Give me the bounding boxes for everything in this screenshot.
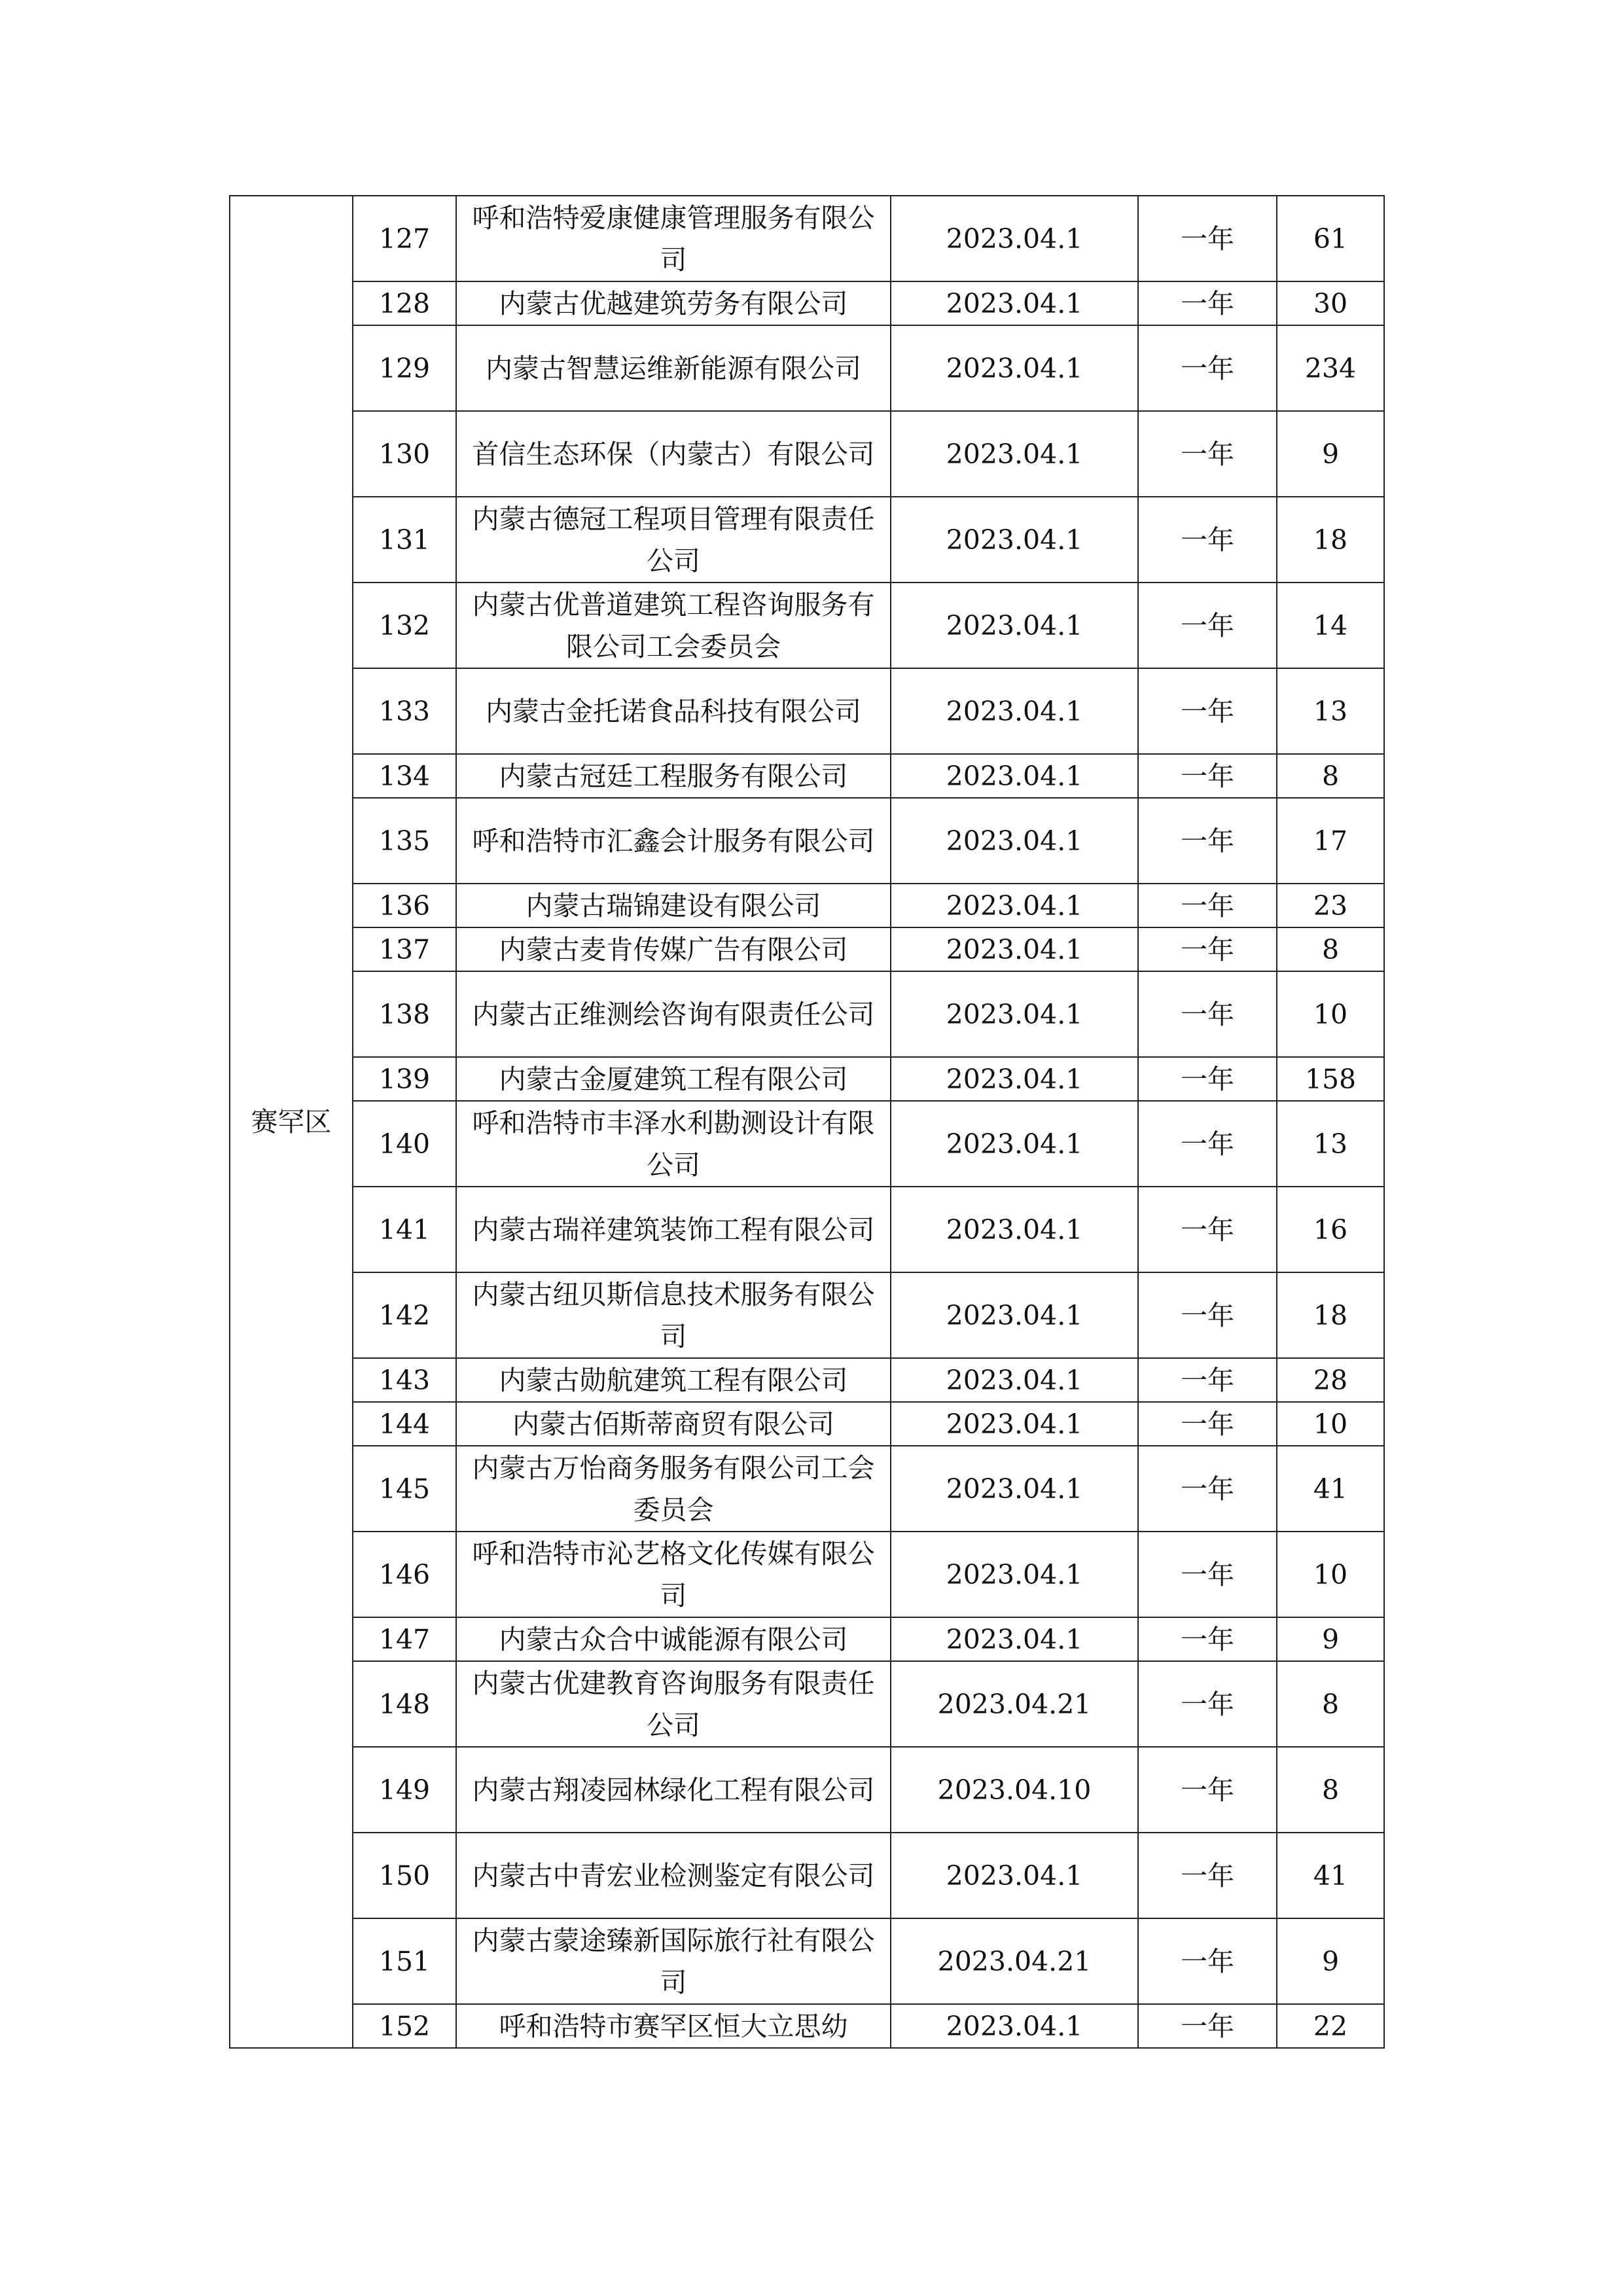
date-cell: 2023.04.1 [891,497,1138,583]
count-cell: 10 [1277,1402,1384,1446]
company-name-cell: 首信生态环保（内蒙古）有限公司 [456,411,891,497]
company-name-cell: 内蒙古麦肯传媒广告有限公司 [456,927,891,971]
count-cell: 28 [1277,1358,1384,1402]
table-row [230,927,1384,971]
row-number-cell: 140 [353,1101,456,1187]
date-cell: 2023.04.1 [891,2004,1138,2048]
count-cell: 8 [1277,1661,1384,1747]
table-row [230,583,1384,668]
count-cell: 18 [1277,1272,1384,1358]
table-row [230,884,1384,927]
table-row [230,1918,1384,2004]
date-cell: 2023.04.1 [891,1617,1138,1661]
row-number-cell: 129 [353,325,456,411]
term-cell: 一年 [1138,1057,1277,1101]
term-cell: 一年 [1138,798,1277,884]
count-cell: 41 [1277,1833,1384,1918]
count-cell: 61 [1277,196,1384,281]
date-cell: 2023.04.1 [891,971,1138,1057]
term-cell: 一年 [1138,1532,1277,1617]
date-cell: 2023.04.21 [891,1918,1138,2004]
company-name-cell: 内蒙古优建教育咨询服务有限责任公司 [456,1661,891,1747]
term-cell: 一年 [1138,583,1277,668]
date-cell: 2023.04.1 [891,754,1138,798]
table-row [230,754,1384,798]
term-cell: 一年 [1138,927,1277,971]
date-cell: 2023.04.1 [891,798,1138,884]
term-cell: 一年 [1138,1101,1277,1187]
table-row [230,1661,1384,1747]
row-number-cell: 148 [353,1661,456,1747]
row-number-cell: 130 [353,411,456,497]
table-row [230,281,1384,325]
date-cell: 2023.04.1 [891,1358,1138,1402]
company-name-cell: 内蒙古勋航建筑工程有限公司 [456,1358,891,1402]
company-name-cell: 内蒙古万怡商务服务有限公司工会委员会 [456,1446,891,1532]
count-cell: 9 [1277,1918,1384,2004]
count-cell: 22 [1277,2004,1384,2048]
company-name-cell: 内蒙古正维测绘咨询有限责任公司 [456,971,891,1057]
table-row [230,1617,1384,1661]
row-number-cell: 152 [353,2004,456,2048]
company-name-cell: 内蒙古翔凌园林绿化工程有限公司 [456,1747,891,1833]
date-cell: 2023.04.1 [891,1833,1138,1918]
row-number-cell: 144 [353,1402,456,1446]
count-cell: 8 [1277,927,1384,971]
company-name-cell: 呼和浩特市丰泽水利勘测设计有限公司 [456,1101,891,1187]
table-row [230,1446,1384,1532]
row-number-cell: 139 [353,1057,456,1101]
term-cell: 一年 [1138,196,1277,281]
term-cell: 一年 [1138,1446,1277,1532]
table-row [230,971,1384,1057]
table-row [230,668,1384,754]
term-cell: 一年 [1138,884,1277,927]
company-name-cell: 内蒙古智慧运维新能源有限公司 [456,325,891,411]
date-cell: 2023.04.1 [891,583,1138,668]
company-name-cell: 内蒙古纽贝斯信息技术服务有限公司 [456,1272,891,1358]
count-cell: 13 [1277,1101,1384,1187]
date-cell: 2023.04.1 [891,1057,1138,1101]
company-name-cell: 呼和浩特市赛罕区恒大立思幼 [456,2004,891,2048]
date-cell: 2023.04.1 [891,281,1138,325]
row-number-cell: 127 [353,196,456,281]
table-row [230,1833,1384,1918]
company-name-cell: 内蒙古佰斯蒂商贸有限公司 [456,1402,891,1446]
table-row [230,2004,1384,2048]
row-number-cell: 138 [353,971,456,1057]
company-name-cell: 内蒙古瑞锦建设有限公司 [456,884,891,927]
date-cell: 2023.04.10 [891,1747,1138,1833]
count-cell: 9 [1277,411,1384,497]
date-cell: 2023.04.1 [891,927,1138,971]
count-cell: 41 [1277,1446,1384,1532]
date-cell: 2023.04.1 [891,1187,1138,1272]
count-cell: 17 [1277,798,1384,884]
date-cell: 2023.04.1 [891,1402,1138,1446]
row-number-cell: 142 [353,1272,456,1358]
term-cell: 一年 [1138,971,1277,1057]
term-cell: 一年 [1138,754,1277,798]
term-cell: 一年 [1138,1661,1277,1747]
row-number-cell: 136 [353,884,456,927]
table-row [230,411,1384,497]
row-number-cell: 150 [353,1833,456,1918]
count-cell: 8 [1277,1747,1384,1833]
company-table [229,195,1385,2049]
row-number-cell: 146 [353,1532,456,1617]
count-cell: 10 [1277,971,1384,1057]
date-cell: 2023.04.1 [891,325,1138,411]
company-name-cell: 内蒙古德冠工程项目管理有限责任公司 [456,497,891,583]
row-number-cell: 151 [353,1918,456,2004]
row-number-cell: 149 [353,1747,456,1833]
company-name-cell: 内蒙古金厦建筑工程有限公司 [456,1057,891,1101]
term-cell: 一年 [1138,2004,1277,2048]
row-number-cell: 132 [353,583,456,668]
table-body [230,196,1384,2048]
date-cell: 2023.04.1 [891,196,1138,281]
table-row [230,1272,1384,1358]
row-number-cell: 137 [353,927,456,971]
term-cell: 一年 [1138,1358,1277,1402]
date-cell: 2023.04.1 [891,1446,1138,1532]
company-name-cell: 内蒙古优越建筑劳务有限公司 [456,281,891,325]
term-cell: 一年 [1138,1272,1277,1358]
date-cell: 2023.04.1 [891,1532,1138,1617]
date-cell: 2023.04.1 [891,411,1138,497]
row-number-cell: 133 [353,668,456,754]
term-cell: 一年 [1138,411,1277,497]
company-name-cell: 内蒙古金托诺食品科技有限公司 [456,668,891,754]
count-cell: 16 [1277,1187,1384,1272]
company-name-cell: 内蒙古优普道建筑工程咨询服务有限公司工会委员会 [456,583,891,668]
company-name-cell: 内蒙古瑞祥建筑装饰工程有限公司 [456,1187,891,1272]
count-cell: 10 [1277,1532,1384,1617]
table-row [230,497,1384,583]
row-number-cell: 135 [353,798,456,884]
row-number-cell: 147 [353,1617,456,1661]
count-cell: 23 [1277,884,1384,927]
count-cell: 8 [1277,754,1384,798]
date-cell: 2023.04.1 [891,884,1138,927]
row-number-cell: 128 [353,281,456,325]
table-row [230,1057,1384,1101]
term-cell: 一年 [1138,1833,1277,1918]
count-cell: 9 [1277,1617,1384,1661]
term-cell: 一年 [1138,668,1277,754]
row-number-cell: 145 [353,1446,456,1532]
company-name-cell: 呼和浩特市沁艺格文化传媒有限公司 [456,1532,891,1617]
count-cell: 13 [1277,668,1384,754]
row-number-cell: 143 [353,1358,456,1402]
table-row [230,1358,1384,1402]
table-row [230,798,1384,884]
term-cell: 一年 [1138,1747,1277,1833]
term-cell: 一年 [1138,325,1277,411]
table-row [230,1187,1384,1272]
company-name-cell: 内蒙古中青宏业检测鉴定有限公司 [456,1833,891,1918]
date-cell: 2023.04.21 [891,1661,1138,1747]
table-row [230,1747,1384,1833]
term-cell: 一年 [1138,1617,1277,1661]
date-cell: 2023.04.1 [891,668,1138,754]
date-cell: 2023.04.1 [891,1101,1138,1187]
company-name-cell: 呼和浩特爱康健康管理服务有限公司 [456,196,891,281]
term-cell: 一年 [1138,1187,1277,1272]
district-cell: 赛罕区 [230,196,353,2048]
row-number-cell: 134 [353,754,456,798]
company-name-cell: 呼和浩特市汇鑫会计服务有限公司 [456,798,891,884]
table-row [230,196,1384,281]
company-name-cell: 内蒙古蒙途臻新国际旅行社有限公司 [456,1918,891,2004]
table-row [230,1402,1384,1446]
count-cell: 158 [1277,1057,1384,1101]
term-cell: 一年 [1138,281,1277,325]
count-cell: 14 [1277,583,1384,668]
term-cell: 一年 [1138,1402,1277,1446]
row-number-cell: 141 [353,1187,456,1272]
date-cell: 2023.04.1 [891,1272,1138,1358]
row-number-cell: 131 [353,497,456,583]
table-row [230,1101,1384,1187]
count-cell: 30 [1277,281,1384,325]
table-row [230,325,1384,411]
term-cell: 一年 [1138,1918,1277,2004]
term-cell: 一年 [1138,497,1277,583]
company-name-cell: 内蒙古众合中诚能源有限公司 [456,1617,891,1661]
company-name-cell: 内蒙古冠廷工程服务有限公司 [456,754,891,798]
table-row [230,1532,1384,1617]
count-cell: 18 [1277,497,1384,583]
count-cell: 234 [1277,325,1384,411]
